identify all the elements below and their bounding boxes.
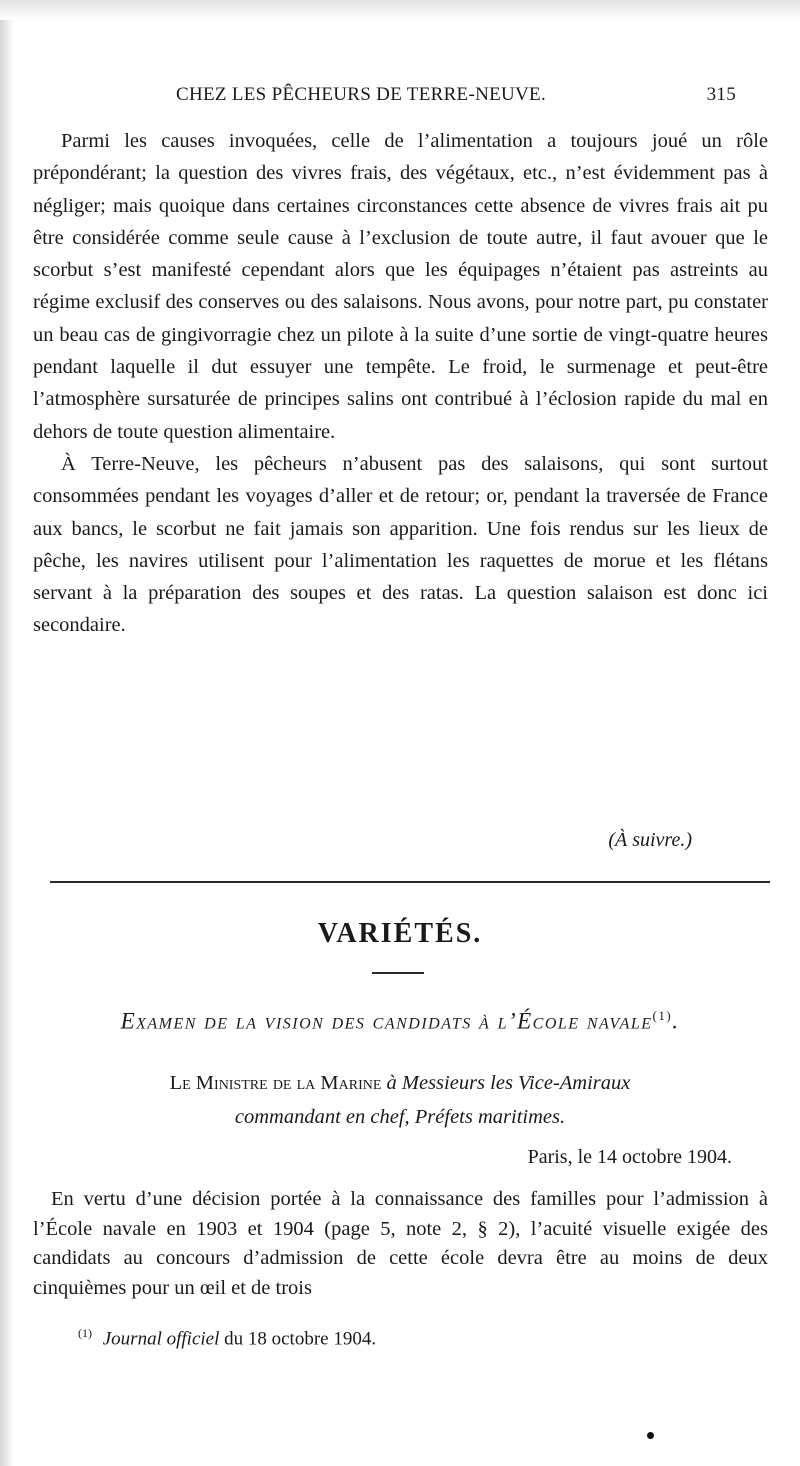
page-edge-shadow [0,0,14,1466]
article-title-text: Examen de la vision des candidats à l’École navale [120,1008,653,1034]
address-line-1 [0,1066,800,1100]
letter-paragraph: En vertu d’une décision portée à la connaissance des familles pour l’admission à l’École navale en 1903 et 1904 (page 5, note 2, § 2), l’acuité visuelle exigée des candidats au concours d’admission de cette école devra être au moins de deux cinquièmes pour un œil et de trois [33,1188,768,1299]
recipient-line-2: commandant en chef, Préfets maritimes. [234,1106,566,1128]
paragraph: À Terre-Neuve, les pêcheurs n’abusent pas des salaisons, qui sont surtout consommées pendant les voyages d’aller et de retour; or, pendant la traversée de France aux bancs, le scorbut ne fait jamais son apparition. Une fois rendus sur les lieux de pêche, les navires utilisent pour l’alimentation les raquettes de morue et les flétans servant à la préparation des soupes et des ratas. La question salaison est donc ici secondaire. [33,452,768,637]
title-underline [372,972,424,974]
section-title: VARIÉTÉS. [317,918,483,949]
ink-spot [647,1432,654,1439]
footnote [78,1326,376,1350]
body-text [33,125,768,642]
dateline: Paris, le 14 octobre 1904. [527,1146,732,1168]
address-block [0,1066,800,1134]
recipient-line-1: à Messieurs les Vice-Amiraux [386,1072,631,1094]
to-be-continued: (À suivre.) [608,829,692,851]
footnote-mark: (1) [78,1326,92,1340]
letter-text [33,1185,768,1303]
article-title [0,1008,800,1035]
page-top-shadow [0,0,800,20]
paragraph: Parmi les causes invoquées, celle de l’alimentation a toujours joué un rôle prépondérant; la question des vivres frais, des végétaux, etc., n’est évidemment pas à négliger; mais quoique dans certaines circonstances cette absence de vivres frais ait pu être considérée comme seule cause à l’exclusion de toute autre, il faut avouer que le scorbut s’est manifesté cependant alors que les équipages n’étaient pas astreints au régime exclusif des conserves ou des salaisons. Nous avons, pour notre part, pu constater un beau cas de gingivorragie chez un pilote à la suite d’une sortie de vingt-quatre heures pendant laquelle il dut essuyer une tempête. Le froid, le surmenage et peut-être l’atmosphère sursaturée de principes salins ont contribué à l’éclosion rapide du mal en dehors de toute question alimentaire. [33,130,768,443]
article-title-end: . [672,1008,680,1034]
footnote-text: du 18 octobre 1904. [224,1328,377,1350]
sender: Le Ministre de la Marine [169,1072,382,1094]
footnote-source: Journal officiel [102,1328,220,1350]
footnote-reference: (1) [652,1008,673,1023]
running-title: CHEZ LES PÊCHEURS DE TERRE-NEUVE. [176,84,547,105]
page-number: 315 [706,84,736,105]
section-divider [50,881,770,883]
